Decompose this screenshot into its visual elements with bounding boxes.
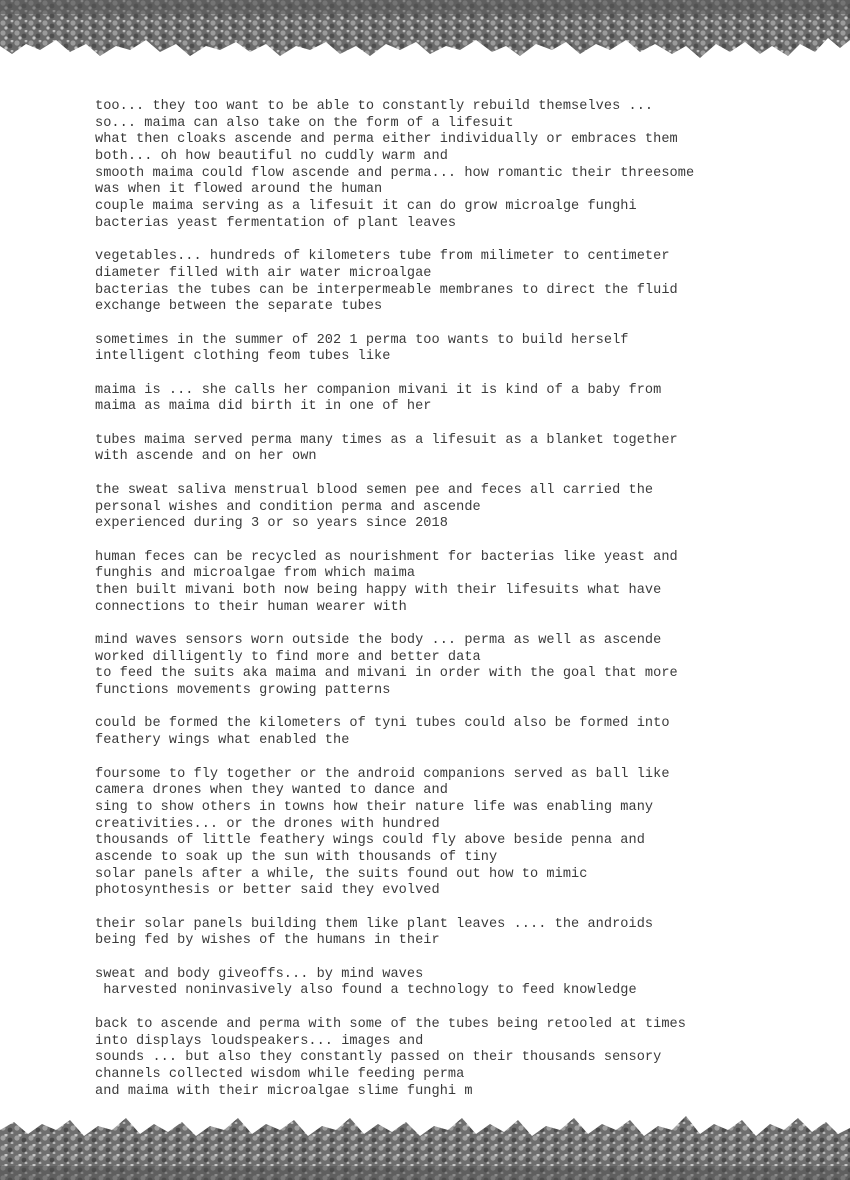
text-line: was when it flowed around the human xyxy=(95,182,383,198)
text-line: experienced during 3 or so years since 2018 xyxy=(95,516,448,532)
paragraph xyxy=(95,1017,755,1100)
text-line: too... they too want to be able to constantly rebuild themselves ... xyxy=(95,99,654,114)
text-line: intelligent clothing feom tubes like xyxy=(95,349,391,365)
text-line: could be formed the kilometers of tyni tubes could also be formed into xyxy=(95,716,670,732)
paragraph-gap xyxy=(95,950,755,967)
paragraph xyxy=(95,249,755,316)
text-line: vegetables... hundreds of kilometers tube from milimeter to centimeter xyxy=(95,249,670,265)
text-line: their solar panels building them like plant leaves .... the androids xyxy=(95,916,654,932)
text-line: so... maima can also take on the form of a lifesuit xyxy=(95,115,514,131)
text-line: sometimes in the summer of 202 1 perma too wants to build herself xyxy=(95,332,629,348)
text-line: functions movements growing patterns xyxy=(95,683,391,699)
text-line: the sweat saliva menstrual blood semen pee and feces all carried the xyxy=(95,482,654,498)
text-line: bacterias the tubes can be interpermeable membranes to direct the fluid xyxy=(95,282,678,298)
text-line: creativities... or the drones with hundred xyxy=(95,816,440,832)
text-line: with ascende and on her own xyxy=(95,449,317,465)
text-line: back to ascende and perma with some of the tubes being retooled at times xyxy=(95,1016,686,1032)
text-line: photosynthesis or better said they evolved xyxy=(95,883,440,899)
text-line: tubes maima served perma many times as a lifesuit as a blanket together xyxy=(95,432,678,448)
paragraph-gap xyxy=(95,616,755,633)
text-line: camera drones when they wanted to dance and xyxy=(95,783,448,799)
text-line: both... oh how beautiful no cuddly warm and xyxy=(95,149,448,165)
text-line: thousands of little feathery wings could fly above beside penna and xyxy=(95,833,645,849)
paragraph-gap xyxy=(95,1000,755,1017)
paragraph xyxy=(95,433,755,466)
text-line: diameter filled with air water microalgae xyxy=(95,265,432,281)
paragraph xyxy=(95,383,755,416)
text-line: personal wishes and condition perma and ascende xyxy=(95,499,481,515)
text-line: bacterias yeast fermentation of plant leaves xyxy=(95,215,457,231)
paragraph xyxy=(95,716,755,749)
paragraph-gap xyxy=(95,366,755,383)
text-line: sing to show others in towns how their nature life was enabling many xyxy=(95,799,654,815)
paragraph-gap xyxy=(95,466,755,483)
paragraph xyxy=(95,917,755,950)
text-line: to feed the suits aka maima and mivani in order with the goal that more xyxy=(95,666,678,682)
paragraph xyxy=(95,483,755,533)
text-line: worked dilligently to find more and better data xyxy=(95,649,481,665)
text-line: exchange between the separate tubes xyxy=(95,299,383,315)
paragraph-gap xyxy=(95,750,755,767)
paragraph xyxy=(95,99,755,233)
text-line: sounds ... but also they constantly passed on their thousands sensory xyxy=(95,1050,662,1066)
paragraph-gap xyxy=(95,700,755,717)
text-line: maima as maima did birth it in one of her xyxy=(95,399,432,415)
text-line: what then cloaks ascende and perma either individually or embraces them xyxy=(95,132,678,148)
text-line: then built mivani both now being happy with their lifesuits what have xyxy=(95,582,662,598)
bottom-forest-border xyxy=(0,1104,850,1180)
text-line: being fed by wishes of the humans in their xyxy=(95,933,440,949)
document-text xyxy=(95,99,755,1100)
text-line: mind waves sensors worn outside the body ... perma as well as ascende xyxy=(95,633,662,648)
text-line: into displays loudspeakers... images and xyxy=(95,1033,424,1049)
text-line: channels collected wisdom while feeding perma xyxy=(95,1066,465,1082)
text-line: connections to their human wearer with xyxy=(95,599,407,615)
paragraph-gap xyxy=(95,900,755,917)
paragraph xyxy=(95,550,755,617)
paragraph-gap xyxy=(95,416,755,433)
text-line: and maima with their microalgae slime funghi m xyxy=(95,1083,473,1099)
text-line: ascende to soak up the sun with thousands of tiny xyxy=(95,849,498,865)
paragraph-gap xyxy=(95,533,755,550)
text-line: feathery wings what enabled the xyxy=(95,733,350,749)
text-line: foursome to fly together or the android companions served as ball like xyxy=(95,766,670,782)
paragraph xyxy=(95,633,755,700)
text-line: solar panels after a while, the suits found out how to mimic xyxy=(95,866,588,882)
text-line: human feces can be recycled as nourishment for bacterias like yeast and xyxy=(95,549,678,565)
text-line: maima is ... she calls her companion mivani it is kind of a baby from xyxy=(95,382,662,398)
paragraph-gap xyxy=(95,233,755,250)
paragraph xyxy=(95,767,755,901)
text-line: harvested noninvasively also found a technology to feed knowledge xyxy=(95,983,637,999)
top-forest-border xyxy=(0,0,850,62)
paragraph xyxy=(95,333,755,366)
text-line: couple maima serving as a lifesuit it can do grow microalge funghi xyxy=(95,199,637,215)
paragraph xyxy=(95,967,755,1000)
text-line: funghis and microalgae from which maima xyxy=(95,566,416,582)
paragraph-gap xyxy=(95,316,755,333)
text-line: smooth maima could flow ascende and perma... how romantic their threesome xyxy=(95,165,695,181)
text-line: sweat and body giveoffs... by mind waves xyxy=(95,966,424,982)
